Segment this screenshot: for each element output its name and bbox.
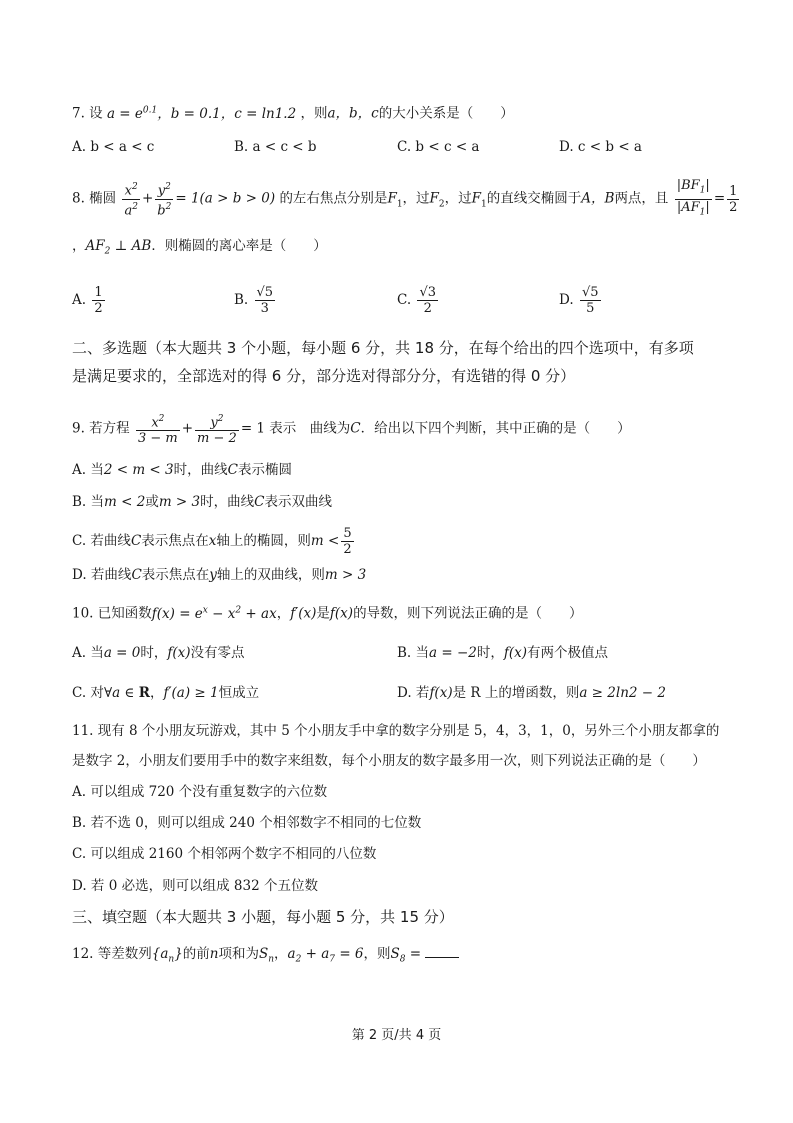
q8-option-c: C. $\frac{√3}{2}$ <box>397 285 436 316</box>
question-9-stem: 9. 若方程 $\frac{x^2}{3 - m}$ + $\frac{y^2}{m - 2}$ = 1 表示 曲线为C．给出以下四个判断，其中正确的是（ ） <box>72 414 631 447</box>
question-11-stem-line2: 是数字 2，小朋友们要用手中的数字来组数，每个小朋友的数字最多用一次，则下列说法正确的是（ ） <box>72 753 706 769</box>
q10-option-b: B. 当a = −2时，f(x)有两个极值点 <box>397 645 609 661</box>
q9-option-a: A. 当2 < m < 3时，曲线C表示椭圆 <box>72 462 292 478</box>
q11-option-a: A. 可以组成 720 个没有重复数字的六位数 <box>72 784 328 800</box>
question-12-stem: 12. 等差数列$\{a_n\}$的前n项和为$S_n$，$a_2 + a_7 = 6$，则$S_8$ = <box>72 944 459 970</box>
q11-option-d: D. 若 0 必选，则可以组成 832 个五位数 <box>72 878 318 894</box>
question-7-stem: 7. 设 $a = e^{0.1}$，b = 0.1，c = ln1.2 ，则a，b，c的大小关系是（ ） <box>72 105 514 122</box>
q7-option-b: B. a < c < b <box>234 139 317 155</box>
question-11-stem: 11. 现有 8 个小朋友玩游戏，其中 5 个小朋友手中拿的数字分别是 5，4，3，1，0，另外三个小朋友都拿的 <box>72 723 720 739</box>
q11-option-c: C. 可以组成 2160 个相邻两个数字不相同的八位数 <box>72 846 377 862</box>
q9-option-d: D. 若曲线C表示焦点在y轴上的双曲线，则m > 3 <box>72 567 367 583</box>
q7-option-d: D. c < b < a <box>559 139 642 155</box>
q8-option-a: A. $\frac{1}{2}$ <box>72 285 103 316</box>
q10-option-c: C. 对∀a ∈ R，f′(a) ≥ 1恒成立 <box>72 685 260 701</box>
q10-option-d: D. 若f(x)是 R 上的增函数，则a ≥ 2ln2 − 2 <box>397 685 666 701</box>
question-8-stem-line2: ，$AF_2$ ⊥ AB．则椭圆的离心率是（ ） <box>72 238 327 257</box>
section-2-heading: 二、多选题（本大题共 3 个小题，每小题 6 分，共 18 分，在每个给出的四个选项中，有多项 <box>72 339 694 357</box>
answer-blank[interactable] <box>425 945 459 958</box>
page-footer: 第 2 页/共 4 页 <box>351 1028 442 1043</box>
question-10-stem: 10. 已知函数$f(x) = e^x - x^2$ + ax，f′(x)是f(x)的导数，则下列说法正确的是（ ） <box>72 605 583 622</box>
q8-option-d: D. $\frac{√5}{5}$ <box>559 285 599 316</box>
q7-option-a: A. b < a < c <box>72 139 155 155</box>
q7-expression: $a = e^{0.1}$，b = 0.1，c = ln1.2 <box>106 105 297 122</box>
ellipse-y-term: $\frac{y^2}{b^2}$ <box>157 182 172 218</box>
q9-option-c: C. 若曲线C表示焦点在x轴上的椭圆，则m < $\frac{5}{2}$ <box>72 526 352 557</box>
q8-option-b: B. $\frac{√5}{3}$ <box>234 285 274 316</box>
ratio-bf1-af1: $\frac{|BF_1|}{|AF_1|}$ <box>676 178 710 218</box>
q7-option-c: C. b < c < a <box>397 139 480 155</box>
section-3-heading: 三、填空题（本大题共 3 小题，每小题 5 分，共 15 分） <box>72 908 454 926</box>
q9-option-b: B. 当m < 2或m > 3时，曲线C表示双曲线 <box>72 494 332 510</box>
ellipse-x-term: $\frac{x^2}{a^2}$ <box>124 182 138 218</box>
question-8-stem: 8. 椭圆 $\frac{x^2}{a^2}$ + $\frac{y^2}{b^2}$ = 1(a > b > 0) 的左右焦点分别是$F_1$，过$F_2$，过$F_1$的直线交椭圆于A，B两点，且 $\frac{|BF_1|}{|AF_1|}$ = $\frac{1}{2}$ <box>72 178 741 220</box>
section-2-heading-line2: 是满足要求的，全部选对的得 6 分，部分选对得部分分，有选错的得 0 分） <box>72 367 576 385</box>
q11-option-b: B. 若不选 0，则可以组成 240 个相邻数字不相同的七位数 <box>72 815 422 831</box>
ratio-half: $\frac{1}{2}$ <box>729 183 738 215</box>
q10-option-a: A. 当a = 0时，f(x)没有零点 <box>72 645 245 661</box>
